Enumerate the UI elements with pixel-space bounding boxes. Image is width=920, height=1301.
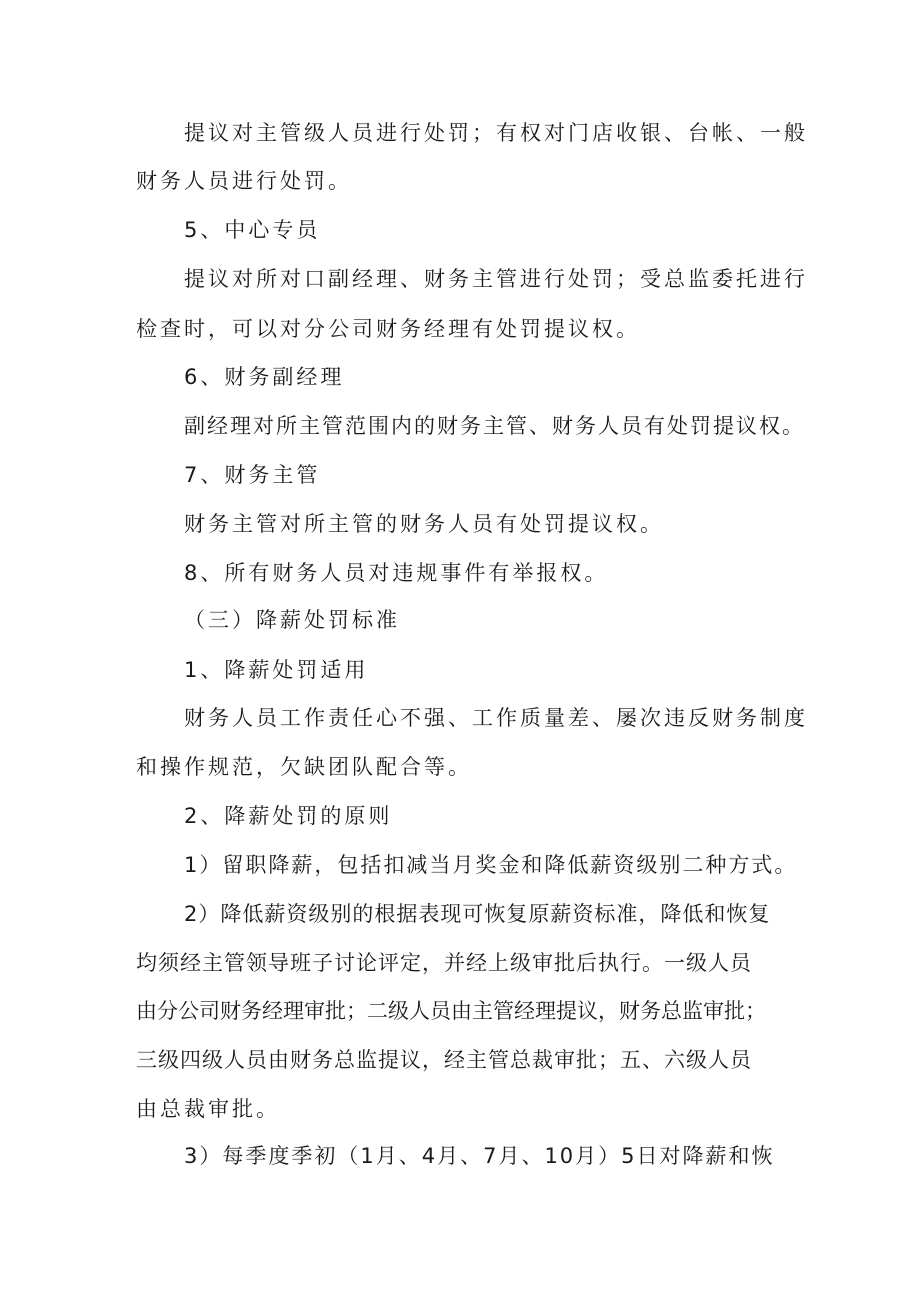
body-text-line: 均须经主管领导班子讨论评定，并经上级审批后执行。一级人员	[136, 951, 752, 975]
body-text-line: 由总裁审批。	[136, 1097, 280, 1121]
section-heading: 7、财务主管	[184, 463, 321, 487]
body-text-line: 财务主管对所主管的财务人员有处罚提议权。	[184, 512, 664, 536]
body-text-line: 财务人员工作责任心不强、工作质量差、屡次违反财务制度	[184, 706, 808, 730]
body-text-line: 8、所有财务人员对违规事件有举报权。	[184, 561, 609, 585]
section-heading: 2、降薪处罚的原则	[184, 804, 393, 828]
body-text-line: 2）降低薪资级别的根据表现可恢复原薪资标准，降低和恢复	[184, 902, 771, 926]
body-text-line: 3）每季度季初（1月、4月、7月、10月）5日对降薪和恢	[184, 1144, 775, 1168]
body-text-line: 副经理对所主管范围内的财务主管、财务人员有处罚提议权。	[184, 414, 805, 438]
section-heading: 5、中心专员	[184, 218, 321, 242]
body-text-line: 财务人员进行处罚。	[136, 169, 352, 193]
body-text-line: 提议对所对口副经理、财务主管进行处罚；受总监委托进行	[184, 267, 808, 291]
body-text-line: 由分公司财务经理审批；二级人员由主管经理提议，财务总监审批；	[136, 999, 766, 1023]
body-text-line: 检查时，可以对分公司财务经理有处罚提议权。	[136, 317, 640, 341]
body-text-line: 1）留职降薪，包括扣减当月奖金和降低薪资级别二种方式。	[184, 853, 798, 877]
section-heading: 1、降薪处罚适用	[184, 658, 369, 682]
chapter-heading: （三）降薪处罚标准	[184, 608, 400, 632]
body-text-line: 提议对主管级人员进行处罚；有权对门店收银、台帐、一般	[184, 121, 808, 145]
body-text-line: 三级四级人员由财务总监提议，经主管总裁审批；五、六级人员	[136, 1048, 752, 1072]
section-heading: 6、财务副经理	[184, 365, 345, 389]
body-text-line: 和操作规范，欠缺团队配合等。	[136, 755, 472, 779]
